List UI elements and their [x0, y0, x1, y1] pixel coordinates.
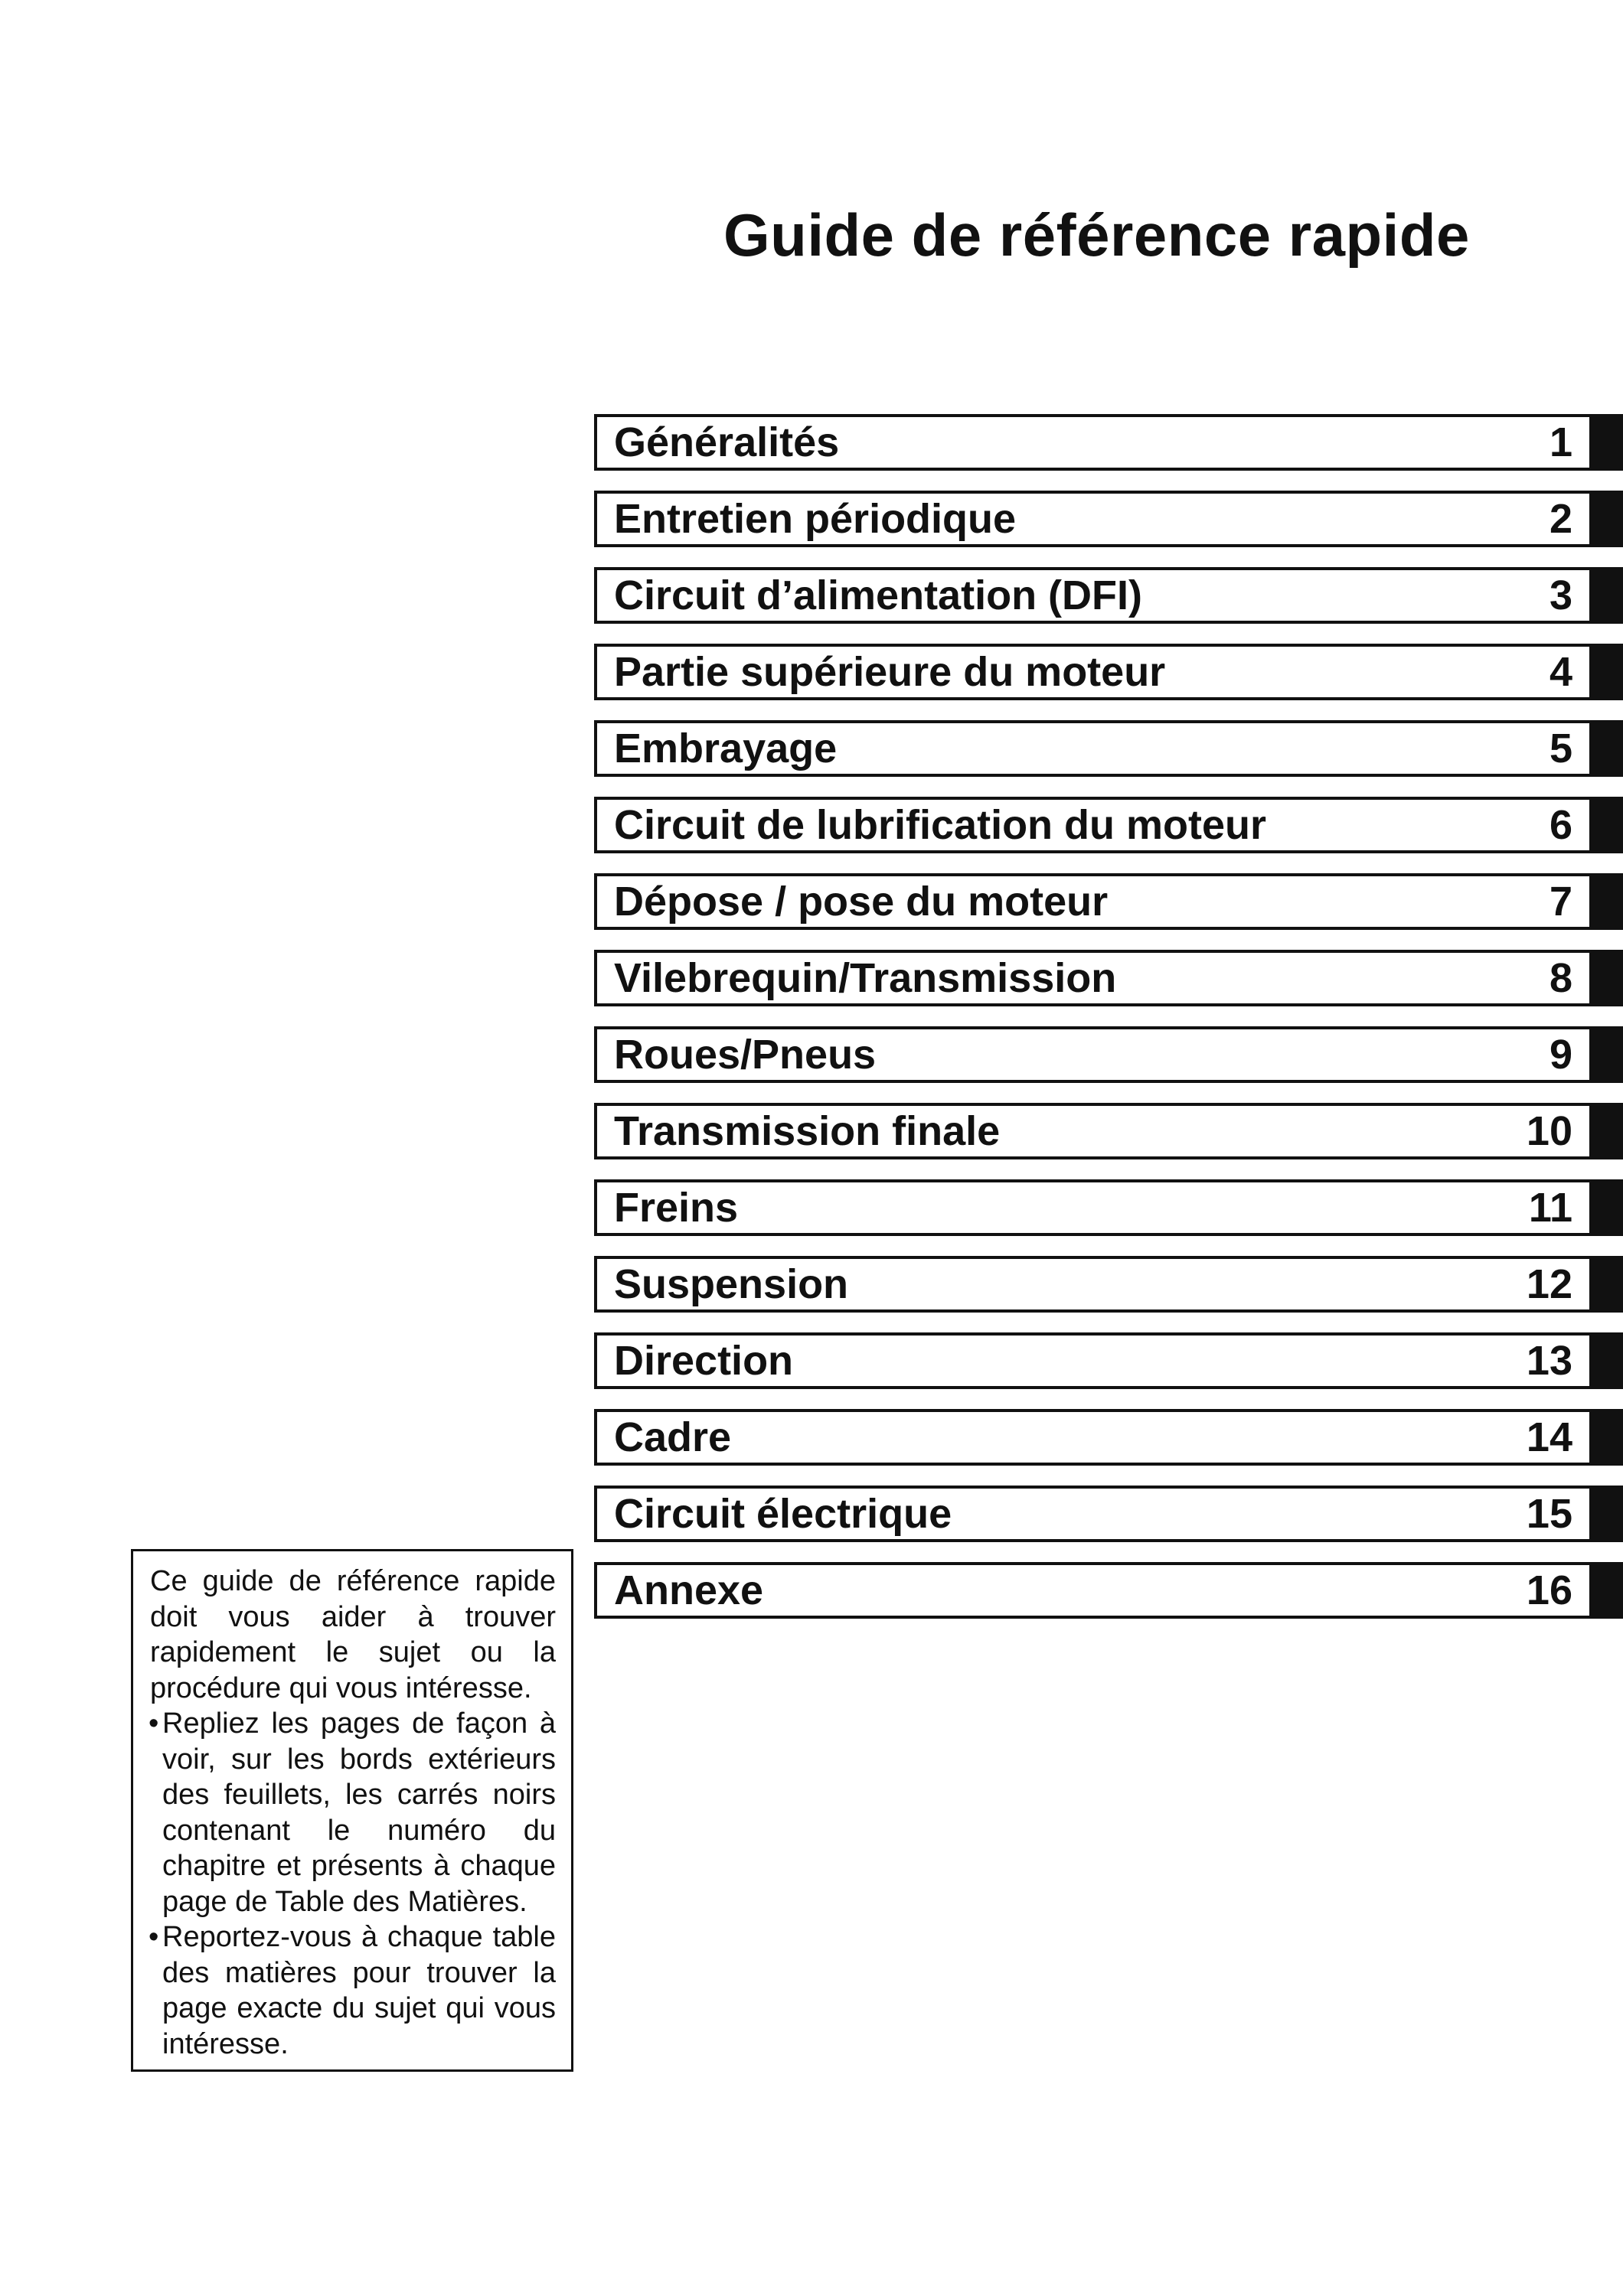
- chapter-number: 3: [1549, 572, 1572, 618]
- chapter-box: [594, 1179, 1592, 1236]
- chapter-number: 15: [1526, 1491, 1572, 1537]
- chapter-number: 11: [1528, 1185, 1572, 1231]
- page-title: Guide de référence rapide: [723, 201, 1470, 269]
- chapter-entry-15[interactable]: [594, 1486, 1623, 1542]
- chapter-entry-2[interactable]: [594, 491, 1623, 547]
- chapter-box: [594, 1332, 1592, 1389]
- info-box: [131, 1549, 573, 2072]
- info-bullet-text: Reportez-vous à chaque table des matières pour trouver la page exacte du sujet qui vous intéresse.: [162, 1921, 556, 2060]
- chapter-number: 10: [1526, 1108, 1572, 1154]
- chapter-box: [594, 1409, 1592, 1466]
- chapter-number: 16: [1526, 1567, 1572, 1613]
- chapter-box: [594, 1486, 1592, 1542]
- bullet-mark: •: [149, 1921, 159, 1953]
- chapter-thumb-tab: [1591, 491, 1623, 547]
- chapter-entry-11[interactable]: [594, 1179, 1623, 1236]
- chapter-entry-1[interactable]: [594, 414, 1623, 471]
- chapter-thumb-tab: [1591, 950, 1623, 1006]
- chapter-entry-10[interactable]: [594, 1103, 1623, 1159]
- chapter-thumb-tab: [1591, 1562, 1623, 1619]
- chapter-title: Circuit de lubrification du moteur: [614, 802, 1267, 848]
- chapter-title: Vilebrequin/Transmission: [614, 955, 1117, 1001]
- chapter-box: [594, 797, 1592, 853]
- chapter-box: [594, 491, 1592, 547]
- chapter-number: 1: [1549, 419, 1572, 465]
- chapter-title: Cadre: [614, 1414, 732, 1460]
- chapter-box: [594, 950, 1592, 1006]
- chapter-thumb-tab: [1591, 1409, 1623, 1466]
- chapter-number: 12: [1526, 1261, 1572, 1307]
- chapter-thumb-tab: [1591, 1486, 1623, 1542]
- chapter-title: Généralités: [614, 419, 840, 465]
- info-bullet-fold-pages: [150, 1706, 556, 1919]
- chapter-title: Freins: [614, 1185, 739, 1231]
- chapter-thumb-tab: [1591, 567, 1623, 624]
- chapter-title: Entretien périodique: [614, 496, 1017, 542]
- chapter-title: Annexe: [614, 1567, 764, 1613]
- bullet-mark: •: [149, 1707, 159, 1740]
- chapter-thumb-tab: [1591, 720, 1623, 777]
- info-intro: Ce guide de référence rapide doit vous aider à trouver rapidement le sujet ou la procédure qui vous intéresse.: [150, 1565, 556, 1704]
- chapter-box: [594, 644, 1592, 700]
- chapter-box: [594, 1256, 1592, 1313]
- chapter-entry-12[interactable]: [594, 1256, 1623, 1313]
- chapter-thumb-tab: [1591, 414, 1623, 471]
- chapter-entry-6[interactable]: [594, 797, 1623, 853]
- chapter-number: 9: [1549, 1032, 1572, 1078]
- chapter-thumb-tab: [1591, 873, 1623, 930]
- chapter-entry-14[interactable]: [594, 1409, 1623, 1466]
- chapter-box: [594, 1562, 1592, 1619]
- chapter-title: Circuit électrique: [614, 1491, 952, 1537]
- chapter-thumb-tab: [1591, 1256, 1623, 1313]
- chapter-title: Direction: [614, 1338, 794, 1384]
- chapter-entry-4[interactable]: [594, 644, 1623, 700]
- chapter-title: Suspension: [614, 1261, 849, 1307]
- chapter-title: Embrayage: [614, 726, 838, 771]
- chapter-title: Roues/Pneus: [614, 1032, 877, 1078]
- chapter-number: 7: [1549, 879, 1572, 925]
- chapter-thumb-tab: [1591, 1103, 1623, 1159]
- chapter-number: 13: [1526, 1338, 1572, 1384]
- chapter-number: 2: [1549, 496, 1572, 542]
- chapter-title: Dépose / pose du moteur: [614, 879, 1109, 925]
- chapter-box: [594, 414, 1592, 471]
- chapter-thumb-tab: [1591, 1332, 1623, 1389]
- chapter-thumb-tab: [1591, 797, 1623, 853]
- chapter-number: 14: [1526, 1414, 1572, 1460]
- chapter-box: [594, 1103, 1592, 1159]
- chapter-box: [594, 567, 1592, 624]
- chapter-title: Partie supérieure du moteur: [614, 649, 1166, 695]
- chapter-entry-16[interactable]: [594, 1562, 1623, 1619]
- info-bullet-text: Repliez les pages de façon à voir, sur les bords extérieurs des feuillets, les carrés noirs contenant le numéro du chapitre et présents à chaque page de Table des Matières.: [162, 1707, 556, 1918]
- info-bullet-refer-toc: [150, 1919, 556, 2062]
- chapter-number: 5: [1549, 726, 1572, 771]
- chapter-entry-13[interactable]: [594, 1332, 1623, 1389]
- chapter-title: Transmission finale: [614, 1108, 1001, 1154]
- chapter-number: 6: [1549, 802, 1572, 848]
- chapter-box: [594, 1026, 1592, 1083]
- chapter-entry-8[interactable]: [594, 950, 1623, 1006]
- chapter-entry-7[interactable]: [594, 873, 1623, 930]
- chapter-box: [594, 873, 1592, 930]
- chapter-thumb-tab: [1591, 644, 1623, 700]
- chapter-entry-3[interactable]: [594, 567, 1623, 624]
- chapter-number: 8: [1549, 955, 1572, 1001]
- chapter-entry-5[interactable]: [594, 720, 1623, 777]
- chapter-thumb-tab: [1591, 1026, 1623, 1083]
- chapter-title: Circuit d’alimentation (DFI): [614, 572, 1143, 618]
- chapter-box: [594, 720, 1592, 777]
- chapter-number: 4: [1549, 649, 1572, 695]
- chapter-entry-9[interactable]: [594, 1026, 1623, 1083]
- chapter-thumb-tab: [1591, 1179, 1623, 1236]
